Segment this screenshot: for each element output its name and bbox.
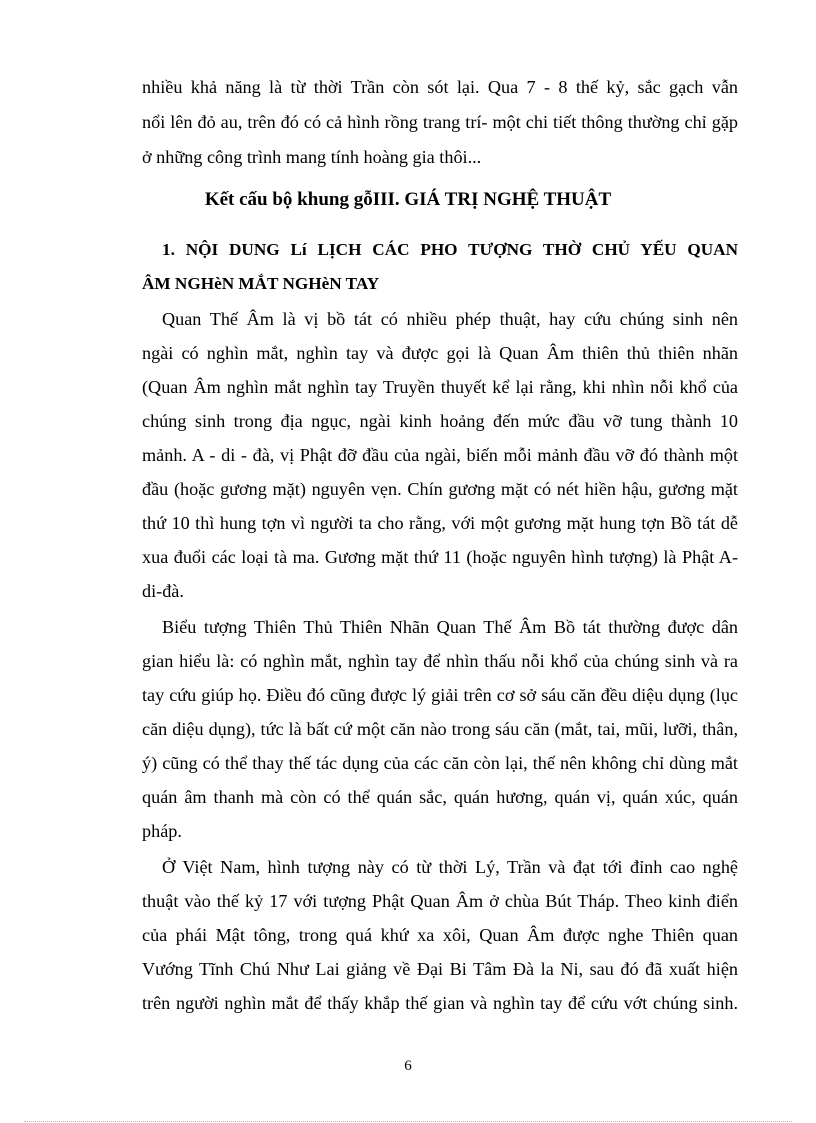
body-text-line: Biểu tượng Thiên Thủ Thiên Nhãn Quan Thế Âm Bồ tát thường được dân — [162, 617, 738, 637]
subsection-heading: 1. NỘI DUNG Lí LỊCH CÁC PHO TƯỢNG THỜ CHỦ YẾU QUAN — [162, 240, 738, 259]
body-text-line: ý) cũng có thể thay thế tác dụng của các căn còn lại, thế nên không chỉ dùng mắt — [142, 753, 738, 773]
body-text-line: thuật vào thế kỷ 17 với tượng Phật Quan Âm ở chùa Bút Tháp. Theo kinh điển — [142, 891, 738, 911]
footer-divider — [24, 1121, 792, 1122]
body-text-line: Ở Việt Nam, hình tượng này có từ thời Lý, Trần và đạt tới đỉnh cao nghệ — [162, 857, 738, 877]
body-text-line: pháp. — [142, 821, 182, 841]
body-text-line: tay cứu giúp họ. Điều đó cũng được lý giải trên cơ sở sáu căn đều diệu dụng (lục — [142, 685, 738, 705]
body-text-line: ngài có nghìn mắt, nghìn tay và được gọi là Quan Âm thiên thủ thiên nhãn — [142, 343, 738, 363]
body-text-line: xua đuổi các loại tà ma. Gương mặt thứ 11 (hoặc nguyên hình tượng) là Phật A- — [142, 547, 738, 567]
body-text-line: nổi lên đỏ au, trên đó có cả hình rồng trang trí- một chi tiết thông thường chỉ gặp — [142, 112, 738, 132]
body-text-line: quán âm thanh mà còn có thể quán sắc, quán hương, quán vị, quán xúc, quán — [142, 787, 738, 807]
body-text-line: ở những công trình mang tính hoàng gia thôi... — [142, 147, 482, 167]
body-text-line: Vướng Tĩnh Chú Như Lai giảng về Đại Bi Tâm Đà la Ni, sau đó đã xuất hiện — [142, 959, 738, 979]
body-text-line: trên người nghìn mắt để thấy khắp thế gian và nghìn tay để cứu vớt chúng sinh. — [142, 993, 738, 1013]
section-heading: Kết cấu bộ khung gỗIII. GIÁ TRỊ NGHỆ THUẬT — [204, 189, 612, 210]
subsection-heading: ÂM NGHèN MẮT NGHèN TAY — [142, 274, 380, 293]
body-text-line: căn diệu dụng), tức là bất cứ một căn nào trong sáu căn (mắt, tai, mũi, lưỡi, thân, — [142, 719, 738, 739]
body-text-line: của phái Mật tông, trong quá khứ xa xôi, Quan Âm được nghe Thiên quan — [142, 925, 738, 945]
body-text-line: (Quan Âm nghìn mắt nghìn tay Truyền thuyết kể lại rằng, khi nhìn nỗi khổ của — [142, 377, 738, 397]
body-text-line: gian hiểu là: có nghìn mắt, nghìn tay để nhìn thấu nỗi khổ của chúng sinh và ra — [142, 651, 738, 671]
body-text-line: chúng sinh trong địa ngục, ngài kinh hoảng đến mức đầu vỡ tung thành 10 — [142, 411, 738, 431]
body-text-line: thứ 10 thì hung tợn vì người ta cho rằng, với một gương mặt hung tợn Bồ tát dễ — [142, 513, 738, 533]
body-text-line: di-đà. — [142, 581, 184, 601]
body-text-line: mảnh. A - di - đà, vị Phật đỡ đầu của ngài, biến mỗi mảnh đầu vỡ đó thành một — [142, 445, 738, 465]
body-text-line: Quan Thế Âm là vị bồ tát có nhiều phép thuật, hay cứu chúng sinh nên — [162, 309, 738, 329]
body-text-line: nhiều khả năng là từ thời Trần còn sót lại. Qua 7 - 8 thế kỷ, sắc gạch vẫn — [142, 77, 738, 97]
body-text-line: đầu (hoặc gương mặt) nguyên vẹn. Chín gương mặt có nét hiền hậu, gương mặt — [142, 479, 738, 499]
page-number: 6 — [404, 1058, 412, 1074]
